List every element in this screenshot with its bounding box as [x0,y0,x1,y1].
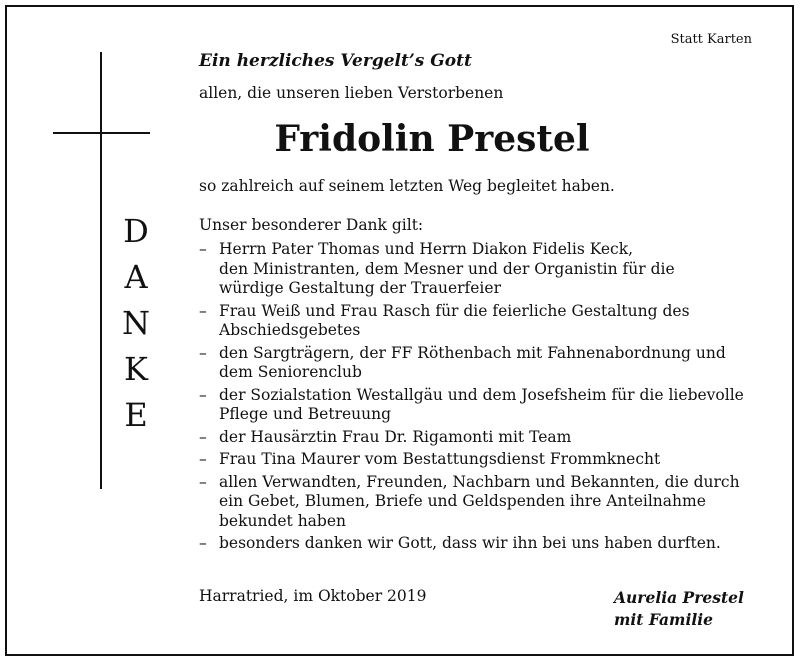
list-item [199,473,759,532]
list-dash: – [199,427,207,446]
list-dash: – [199,472,207,491]
list-item [199,450,759,470]
list-dash: – [199,343,207,362]
signature-line: mit Familie [614,610,713,629]
place-date: Harratried, im Oktober 2019 [199,587,427,605]
list-dash: – [199,385,207,404]
list-item-line: allen Verwandten, Freunden, Nachbarn und Bekannten, die durch [219,472,740,491]
thanks-heading: Unser besonderer Dank gilt: [199,216,424,234]
list-item [199,534,759,554]
list-dash: – [199,450,207,468]
deceased-name: Fridolin Prestel [274,118,590,160]
list-item-line: Herrn Pater Thomas und Herrn Diakon Fidelis Keck, [219,240,634,258]
list-item-line: den Sargträgern, der FF Röthenbach mit Fahnenabordnung und [219,343,726,362]
list-item [199,428,759,448]
after-line: so zahlreich auf seinem letzten Weg begleitet haben. [199,177,615,195]
list-item-line: der Sozialstation Westallgäu und dem Josefsheim für die liebevolle [219,385,744,404]
danke-letter: D [123,212,149,250]
danke-vertical-word [108,208,164,438]
danke-letter: K [124,350,148,388]
signature [614,587,744,631]
signature-line: Aurelia Prestel [614,588,744,607]
list-item-line: der Hausärztin Frau Dr. Rigamonti mit Team [219,427,572,446]
danke-letter: N [122,304,150,342]
list-dash: – [199,240,207,258]
list-dash: – [199,534,207,552]
list-item [199,302,759,341]
intro-line: allen, die unseren lieben Verstorbenen [199,84,504,102]
list-item-line: Pflege und Betreuung [219,405,392,423]
statt-karten-label: Statt Karten [670,32,752,47]
list-item-line: Frau Weiß und Frau Rasch für die feierliche Gestaltung des [219,301,690,320]
list-item-line: Frau Tina Maurer vom Bestattungsdienst Frommknecht [219,450,661,468]
list-dash: – [199,301,207,320]
list-item [199,344,759,383]
list-item-line: ein Gebet, Blumen, Briefe und Geldspenden ihre Anteilnahme [219,492,706,510]
list-item-line: den Ministranten, dem Mesner und der Organistin für die [219,259,675,278]
list-item-line: bekundet haben [219,511,347,530]
list-item-line: Abschiedsgebetes [219,321,361,339]
list-item-line: würdige Gestaltung der Trauerfeier [219,279,501,297]
danke-letter: A [124,258,148,296]
list-item-line: besonders danken wir Gott, dass wir ihn bei uns haben durften. [219,534,721,552]
list-item-line: dem Seniorenclub [219,363,362,381]
thanks-list [199,240,759,557]
lead-line: Ein herzliches Vergelt’s Gott [199,51,472,71]
list-item [199,240,759,299]
list-item [199,386,759,425]
danke-letter: E [124,396,148,434]
